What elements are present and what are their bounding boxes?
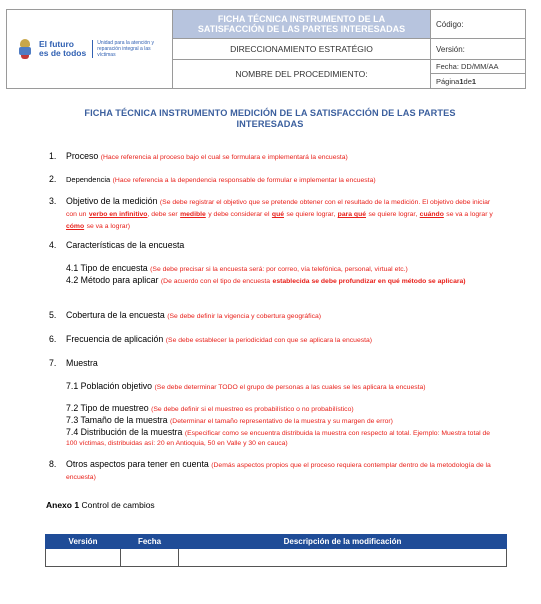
item-note: (Se debe determinar TODO el grupo de personas a las cuales se les aplicara la encuesta) [154,384,426,391]
table-row [46,549,507,567]
item-note: se va a lograr) [86,223,131,230]
item-caracteristicas [49,240,499,250]
column-header-descripcion: Descripción de la modificación [179,535,507,549]
item-metodo-aplicar [66,276,491,286]
item-cobertura [49,310,499,322]
document-header [6,9,526,89]
table-cell [179,549,507,567]
item-label: Objetivo de la medición [66,196,158,206]
item-number: 6. [49,334,57,344]
code-cell: Código: [431,10,525,39]
emphasis-cuando: cuándo [419,211,444,218]
item-tipo-muestreo [66,404,491,414]
item-label: Muestra [66,358,98,368]
form-title-line-1: FICHA TÉCNICA INSTRUMENTO DE LA [217,14,386,24]
item-note: (Se debe definir la vigencia y cobertura geográfica) [167,313,322,320]
annex-text: Control de cambios [81,500,155,510]
item-note: (Hace referencia a la dependencia responsable de formular e implementar la encuesta) [112,177,376,184]
emphasis-verb: verbo en infinitivo [88,211,148,218]
item-tamano-muestra [66,416,491,426]
coat-of-arms-logo [17,39,33,59]
item-number: 5. [49,310,57,320]
item-note: , debe ser [147,211,178,218]
item-note: (Se debe establecer la periodicidad con que se aplicara la encuesta) [165,337,373,344]
item-objetivo [49,196,499,232]
item-label: 4.1 Tipo de encuesta [66,263,148,273]
item-label: Otros aspectos para tener en cuenta [66,459,209,469]
item-label: 7.1 Población objetivo [66,381,153,391]
column-header-version: Versión [46,535,121,549]
page-total: 1 [471,76,477,86]
emphasis-medible: medible [180,211,206,218]
item-note: (Especificar como se encuentra distribuida la muestra con respecto al total. Ejemplo: Muestra total de 100 víctimas, distribuidas así: 20 en Antioquia, 50 en Valle y 30 en cauca) [66,430,491,447]
item-label: Frecuencia de aplicación [66,334,164,344]
page-current: 1 [459,76,464,86]
table-header-row [46,535,507,549]
item-note: se quiere lograr, [368,211,418,218]
item-proceso [49,151,499,163]
item-label: 7.4 Distribución de la muestra [66,427,183,437]
item-note-strong: establecida se debe profundizar en qué método se aplicara) [272,278,466,285]
item-number: 3. [49,196,57,206]
item-label: Dependencia [66,175,111,184]
item-otros-aspectos [49,459,499,483]
item-poblacion-objetivo [66,382,491,392]
item-label: 7.2 Tipo de muestreo [66,403,149,413]
item-note: (Hace referencia al proceso bajo el cual se formulara e implementará la encuesta) [100,154,348,161]
table-cell [121,549,179,567]
item-tipo-encuesta [66,264,491,274]
item-muestra [49,358,499,368]
page-prefix: Página [436,76,460,86]
item-number: 4. [49,240,57,250]
brand-line-1: El futuro [39,39,74,49]
item-note: (Se debe registrar el objetivo que se pretende obtener con el resultado de la medición. El objetivo debe iniciar con un [66,199,491,218]
item-note: (Demás aspectos propios que el proceso requiera contemplar dentro de la metodología de la encuesta) [66,462,491,481]
item-label: 4.2 Método para aplicar [66,275,159,285]
page-number-cell [431,74,525,88]
brand-logo-text [39,40,86,58]
emphasis-que: qué [271,211,285,218]
annex-label: Anexo 1 [46,500,80,510]
procedure-cell: NOMBRE DEL PROCEDIMIENTO: [173,60,431,88]
annex-heading [46,500,155,510]
logo-area [7,10,173,88]
item-note: (Se debe definir si el muestreo es probabilístico o no probabilístico) [151,406,354,413]
emphasis-como: cómo [66,223,85,230]
item-dependencia [49,174,499,186]
item-note: (Determinar el tamaño representativo de la muestra y su margen de error) [170,418,393,425]
page-mid: de [463,76,472,86]
changes-table [45,534,507,567]
item-label: Características de la encuesta [66,240,185,250]
item-number: 2. [49,174,57,184]
item-frecuencia [49,334,499,346]
item-number: 7. [49,358,57,368]
item-note: (Se debe precisar si la encuesta será: por correo, vía telefónica, personal, virtual etc.) [150,266,408,273]
item-label: Cobertura de la encuesta [66,310,165,320]
emphasis-para-que: para qué [337,211,367,218]
item-note: y debe considerar el [208,211,270,218]
item-note: se quiere lograr, [286,211,336,218]
date-cell: Fecha: DD/MM/AA [431,60,525,74]
unit-name-logo: Unidad para la atención y reparación integral a las víctimas [92,40,155,58]
version-cell: Versión: [431,39,525,60]
document-title: FICHA TÉCNICA INSTRUMENTO MEDICIÓN DE LA SATISFACCIÓN DE LAS PARTES INTERESADAS [84,108,456,129]
direction-cell: DIRECCIONAMIENTO ESTRATÉGIO [173,39,431,60]
column-header-fecha: Fecha [121,535,179,549]
item-note: (De acuerdo con el tipo de encuesta [160,278,271,285]
item-label: 7.3 Tamaño de la muestra [66,415,168,425]
form-title-line-2: SATISFACCIÓN DE LAS PARTES INTERESADAS [197,24,406,34]
form-title-cell [173,10,431,39]
table-cell [46,549,121,567]
item-label: Proceso [66,151,99,161]
item-number: 1. [49,151,57,161]
brand-line-2: es de todos [39,48,87,58]
item-distribucion-muestra [66,428,491,448]
item-note: se va a lograr y [446,211,493,218]
item-number: 8. [49,459,57,469]
